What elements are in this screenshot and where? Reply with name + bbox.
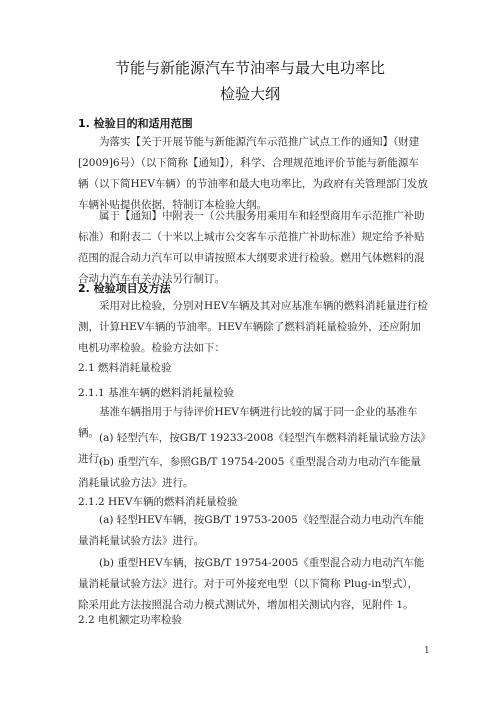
section-1-paragraph-2: 属于【通知】中附表一（公共服务用乘用车和轻型商用车示范推广补助标准）和附表二（十米以上城市公交客车示范推广补助标准）规定给予补贴范围的混合动力汽车可以申请按照本大纲要求进行检验。燃用气体燃料的混合动力汽车有关办法另行制订。 (78, 210, 425, 285)
subsection-2-1-1-item-b: (b) 重型汽车，参照GB/T 19754-2005《重型混合动力电动汽车能量消耗量试验方法》进行。 (78, 456, 421, 489)
subsection-2-1-1-item-a: (a) 轻型汽车，按GB/T 19233-2008《轻型汽车燃料消耗量试验方法》进行。 (78, 432, 426, 465)
subsection-2-1-heading: 2.1 燃料消耗量检验 (78, 362, 172, 374)
subsection-2-1-1-paragraph: 基准车辆指用于与待评价HEV车辆进行比较的属于同一企业的基准车辆。 (78, 406, 418, 439)
page-number: 1 (424, 646, 430, 656)
subsection-2-2-heading: 2.2 电机额定功率检验 (78, 614, 183, 626)
document-subtitle: 检验大纲 (219, 85, 280, 103)
document-title: 节能与新能源汽车节油率与最大电功率比 (114, 59, 385, 77)
subsection-2-1-2-item-a: (a) 轻型HEV车辆，按GB/T 19753-2005《轻型混合动力电动汽车能量消耗量试验方法》进行。 (78, 514, 424, 547)
subsection-2-1-2-heading: 2.1.2 HEV车辆的燃料消耗量检验 (78, 496, 238, 508)
section-2-heading: 2. 检验项目及方法 (78, 282, 171, 295)
section-1-paragraph-1: 为落实【关于开展节能与新能源汽车示范推广试点工作的通知】（财建[2009]6号）（以下简称【通知】），科学、合理规范地评价节能与新能源车辆（以下简HEV车辆）的节油率和最大电功率比，为政府有关管理部门发放车辆补贴提供依据，特制订本检验大纲。 (78, 136, 428, 211)
section-1-heading: 1. 检验目的和适用范围 (78, 117, 193, 130)
section-2-paragraph-1: 采用对比检验，分别对HEV车辆及其对应基准车辆的燃料消耗量进行检测，计算HEV车辆的节油率。HEV车辆除了燃料消耗量检验外，还应附加电机功率检验。检验方法如下： (78, 300, 428, 354)
subsection-2-1-1-heading: 2.1.1 基准车辆的燃料消耗量检验 (78, 387, 235, 399)
subsection-2-1-2-item-b: (b) 重型HEV车辆，按GB/T 19754-2005《重型混合动力电动汽车能量消耗量试验方法》进行。对于可外接充电型（以下简称 Plug-in型式），除采用此方法按照混合动力模式测试外，增加相关测试内容，见附件 1。 (78, 557, 425, 611)
